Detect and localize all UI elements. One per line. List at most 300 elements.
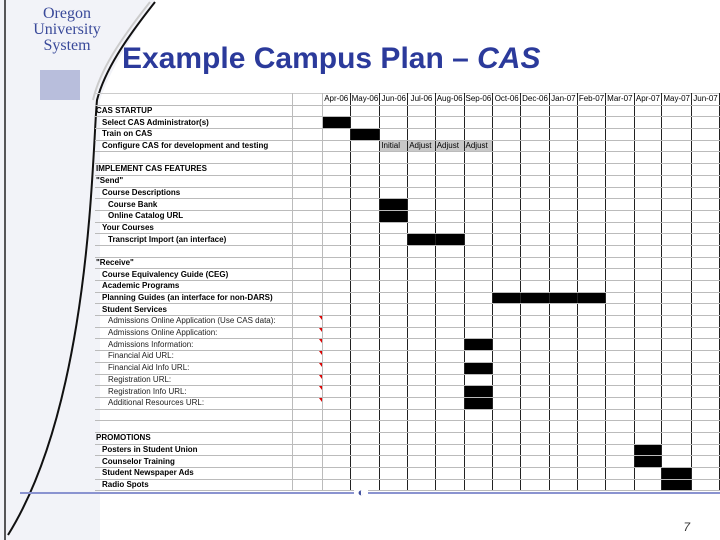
- gantt-cell: [634, 117, 662, 129]
- gantt-cell: [521, 222, 550, 234]
- gantt-cell: [606, 105, 634, 117]
- gantt-cell: [662, 456, 692, 468]
- gantt-cell: [408, 117, 436, 129]
- gantt-cell: [408, 374, 436, 386]
- gantt-bar-cell: [634, 456, 662, 468]
- gantt-cell: [464, 432, 493, 444]
- gantt-cell: [493, 222, 521, 234]
- gantt-cell: [521, 234, 550, 246]
- gantt-cell: [493, 105, 521, 117]
- gantt-cell: [549, 222, 577, 234]
- gantt-cell: [435, 245, 464, 257]
- gantt-cell: [634, 175, 662, 187]
- task-label: Registration Info URL:: [95, 386, 292, 398]
- gantt-cell: [634, 432, 662, 444]
- gantt-cell: [549, 351, 577, 363]
- gantt-cell: [322, 140, 350, 152]
- gantt-phase-cell: Initial: [380, 140, 408, 152]
- gantt-cell: [634, 468, 662, 480]
- gantt-cell: [692, 152, 720, 164]
- gantt-cell: [435, 327, 464, 339]
- gantt-cell: [435, 269, 464, 281]
- gantt-cell: [577, 281, 605, 293]
- gantt-cell: [521, 339, 550, 351]
- month-header: Jul-06: [408, 94, 436, 106]
- gantt-cell: [692, 339, 720, 351]
- gantt-cell: [549, 245, 577, 257]
- gantt-cell: [408, 316, 436, 328]
- gantt-cell: [350, 374, 380, 386]
- table-row: [95, 105, 720, 117]
- gantt-cell: [577, 164, 605, 176]
- gantt-cell: [577, 432, 605, 444]
- gantt-cell: [408, 245, 436, 257]
- gantt-cell: [464, 152, 493, 164]
- gantt-cell: [521, 140, 550, 152]
- gantt-cell: [549, 468, 577, 480]
- gantt-bar-cell: [549, 292, 577, 304]
- month-header: Jan-07: [551, 94, 576, 104]
- gantt-bar-cell: [634, 444, 662, 456]
- gantt-cell: [493, 316, 521, 328]
- gantt-cell: [380, 432, 408, 444]
- gantt-cell: [322, 281, 350, 293]
- gantt-cell: [380, 234, 408, 246]
- task-label: [95, 152, 292, 164]
- gantt-cell: [493, 117, 521, 129]
- gantt-cell: [380, 374, 408, 386]
- gantt-cell: [350, 140, 380, 152]
- table-row: [95, 479, 720, 491]
- gantt-cell: [692, 397, 720, 409]
- gantt-cell: [577, 129, 605, 141]
- task-label: Course Bank: [95, 199, 292, 211]
- gantt-cell: [322, 245, 350, 257]
- gantt-cell: [380, 397, 408, 409]
- table-row: [95, 468, 720, 480]
- gantt-cell: [408, 129, 436, 141]
- gantt-cell: [435, 187, 464, 199]
- gantt-cell: [322, 222, 350, 234]
- task-label: Configure CAS for development and testing: [95, 140, 292, 152]
- table-row: [95, 187, 720, 199]
- gantt-cell: [577, 175, 605, 187]
- gantt-cell: [634, 281, 662, 293]
- gantt-cell: [662, 269, 692, 281]
- gantt-cell: [464, 468, 493, 480]
- gantt-cell: [464, 351, 493, 363]
- gantt-cell: [521, 351, 550, 363]
- gantt-cell: [380, 152, 408, 164]
- gantt-cell: [662, 432, 692, 444]
- gantt-cell: [577, 397, 605, 409]
- gantt-cell: [662, 199, 692, 211]
- gap-cell: [292, 199, 322, 211]
- gantt-cell: [322, 316, 350, 328]
- gantt-cell: [577, 187, 605, 199]
- task-label: IMPLEMENT CAS FEATURES: [95, 164, 292, 176]
- gantt-bar-cell: [464, 397, 493, 409]
- table-row: [95, 281, 720, 293]
- month-header: Feb-07: [578, 94, 605, 104]
- gap-cell: [292, 409, 322, 421]
- month-header: Dec-06: [522, 94, 548, 104]
- gantt-cell: [493, 257, 521, 269]
- month-header: May-06: [351, 94, 379, 104]
- gantt-cell: [692, 234, 720, 246]
- gantt-cell: [634, 140, 662, 152]
- gantt-cell: [493, 327, 521, 339]
- gantt-cell: [692, 245, 720, 257]
- month-header: Apr-07: [635, 94, 660, 104]
- gantt-cell: [435, 164, 464, 176]
- gantt-cell: [662, 351, 692, 363]
- page-number: 7: [683, 520, 690, 534]
- gantt-cell: [549, 105, 577, 117]
- gantt-cell: [464, 129, 493, 141]
- gantt-cell: [521, 281, 550, 293]
- gantt-bar-cell: [464, 362, 493, 374]
- gantt-cell: [692, 117, 720, 129]
- gantt-cell: [692, 432, 720, 444]
- gantt-cell: [464, 444, 493, 456]
- gantt-cell: [380, 327, 408, 339]
- gantt-cell: [521, 187, 550, 199]
- table-row: [95, 210, 720, 222]
- task-label: Course Equivalency Guide (CEG): [95, 269, 292, 281]
- gantt-cell: [634, 421, 662, 433]
- gantt-cell: [606, 164, 634, 176]
- gantt-cell: [521, 164, 550, 176]
- gap-cell: [292, 129, 322, 141]
- gantt-cell: [435, 468, 464, 480]
- month-header: Apr-06: [324, 94, 349, 104]
- gantt-cell: [634, 316, 662, 328]
- table-row: [95, 374, 720, 386]
- gantt-cell: [606, 362, 634, 374]
- gantt-cell: [662, 105, 692, 117]
- gantt-bar-cell: [350, 129, 380, 141]
- gantt-cell: [606, 397, 634, 409]
- gap-cell: [292, 281, 322, 293]
- gantt-cell: [577, 117, 605, 129]
- gantt-cell: [464, 316, 493, 328]
- gantt-cell: [322, 374, 350, 386]
- gantt-cell: [634, 362, 662, 374]
- gantt-cell: [549, 187, 577, 199]
- task-label: "Receive": [95, 257, 292, 269]
- gantt-cell: [577, 316, 605, 328]
- gap-cell: [292, 117, 322, 129]
- gantt-cell: [662, 152, 692, 164]
- gantt-cell: [493, 269, 521, 281]
- gantt-cell: [692, 222, 720, 234]
- gantt-cell: [435, 117, 464, 129]
- gantt-cell: [634, 397, 662, 409]
- gantt-cell: [634, 129, 662, 141]
- gap-cell: [292, 234, 322, 246]
- gantt-cell: [350, 351, 380, 363]
- gantt-cell: [493, 234, 521, 246]
- table-row: [95, 245, 720, 257]
- gantt-cell: [493, 468, 521, 480]
- gantt-cell: [662, 316, 692, 328]
- comment-marker-cell: [292, 362, 322, 374]
- gantt-cell: [322, 175, 350, 187]
- gantt-cell: [549, 199, 577, 211]
- gantt-cell: [380, 164, 408, 176]
- table-row: [95, 292, 720, 304]
- gantt-cell: [380, 117, 408, 129]
- gantt-cell: [408, 456, 436, 468]
- gantt-bar-cell: [521, 292, 550, 304]
- gantt-cell: [493, 386, 521, 398]
- gantt-cell: [549, 175, 577, 187]
- gantt-bar-cell: [380, 210, 408, 222]
- gantt-cell: [692, 140, 720, 152]
- gantt-cell: [408, 327, 436, 339]
- gantt-cell: [549, 164, 577, 176]
- gantt-cell: [606, 316, 634, 328]
- gantt-cell: [521, 432, 550, 444]
- gantt-cell: [692, 281, 720, 293]
- gantt-cell: [521, 316, 550, 328]
- task-label: PROMOTIONS: [95, 432, 292, 444]
- gantt-cell: [493, 199, 521, 211]
- table-row: [95, 386, 720, 398]
- gantt-cell: [577, 339, 605, 351]
- gantt-cell: [606, 257, 634, 269]
- gantt-cell: [380, 339, 408, 351]
- gantt-cell: [549, 362, 577, 374]
- table-row: [95, 456, 720, 468]
- comment-marker-cell: [292, 386, 322, 398]
- gantt-cell: [435, 386, 464, 398]
- task-label: Posters in Student Union: [95, 444, 292, 456]
- gap-cell: [292, 468, 322, 480]
- gantt-cell: [435, 105, 464, 117]
- gap-cell: [292, 292, 322, 304]
- gantt-cell: [493, 362, 521, 374]
- gantt-cell: [549, 234, 577, 246]
- gantt-cell: [606, 175, 634, 187]
- gantt-cell: [350, 199, 380, 211]
- comment-marker-cell: [292, 351, 322, 363]
- gantt-cell: [577, 105, 605, 117]
- gantt-cell: [464, 164, 493, 176]
- gantt-cell: [322, 105, 350, 117]
- gantt-cell: [521, 421, 550, 433]
- gantt-cell: [380, 105, 408, 117]
- gantt-cell: [662, 409, 692, 421]
- gantt-cell: [634, 304, 662, 316]
- gantt-cell: [692, 327, 720, 339]
- gantt-cell: [549, 281, 577, 293]
- gantt-cell: [493, 164, 521, 176]
- gantt-cell: [322, 444, 350, 456]
- gantt-cell: [493, 409, 521, 421]
- gantt-cell: [435, 199, 464, 211]
- table-row: [95, 257, 720, 269]
- gantt-cell: [577, 468, 605, 480]
- gantt-cell: [408, 187, 436, 199]
- title-italic: CAS: [477, 42, 541, 75]
- table-row: [95, 421, 720, 433]
- gantt-cell: [322, 210, 350, 222]
- gantt-cell: [408, 386, 436, 398]
- gantt-cell: [435, 479, 464, 491]
- gantt-cell: [634, 351, 662, 363]
- month-header: May-07: [663, 94, 691, 104]
- comment-marker-cell: [292, 327, 322, 339]
- gantt-cell: [521, 152, 550, 164]
- gantt-cell: [634, 327, 662, 339]
- gap-cell: [292, 175, 322, 187]
- gantt-cell: [521, 304, 550, 316]
- gantt-cell: [493, 140, 521, 152]
- gantt-cell: [549, 409, 577, 421]
- gantt-cell: [577, 152, 605, 164]
- gap-cell: [292, 245, 322, 257]
- gantt-cell: [577, 456, 605, 468]
- gantt-cell: [606, 269, 634, 281]
- gantt-cell: [549, 269, 577, 281]
- gantt-cell: [493, 456, 521, 468]
- task-label: Financial Aid URL:: [95, 351, 292, 363]
- gantt-cell: [408, 444, 436, 456]
- gantt-phase-cell: Adjust: [408, 140, 436, 152]
- gantt-cell: [493, 421, 521, 433]
- gantt-cell: [493, 152, 521, 164]
- gantt-cell: [350, 456, 380, 468]
- gantt-cell: [493, 129, 521, 141]
- gantt-cell: [493, 432, 521, 444]
- gantt-cell: [408, 281, 436, 293]
- gantt-cell: [435, 210, 464, 222]
- table-row: [95, 339, 720, 351]
- gantt-cell: [435, 129, 464, 141]
- gantt-cell: [521, 269, 550, 281]
- gantt-cell: [322, 234, 350, 246]
- gap-cell: [292, 152, 322, 164]
- gantt-cell: [350, 316, 380, 328]
- gantt-bar-cell: [662, 479, 692, 491]
- gap-cell: [292, 444, 322, 456]
- gantt-cell: [464, 292, 493, 304]
- task-label: Train on CAS: [95, 129, 292, 141]
- gantt-cell: [606, 245, 634, 257]
- gantt-cell: [662, 245, 692, 257]
- gantt-cell: [322, 327, 350, 339]
- gantt-cell: [662, 140, 692, 152]
- gantt-cell: [464, 269, 493, 281]
- gantt-cell: [662, 362, 692, 374]
- comment-marker-cell: [292, 397, 322, 409]
- slide-title: [122, 42, 540, 76]
- gantt-cell: [634, 210, 662, 222]
- gantt-cell: [350, 281, 380, 293]
- gantt-cell: [606, 199, 634, 211]
- gantt-cell: [350, 245, 380, 257]
- gantt-cell: [549, 444, 577, 456]
- task-label: [95, 245, 292, 257]
- gantt-cell: [464, 234, 493, 246]
- gantt-cell: [606, 351, 634, 363]
- gantt-cell: [662, 175, 692, 187]
- gantt-cell: [408, 362, 436, 374]
- gantt-cell: [692, 421, 720, 433]
- gantt-cell: [521, 468, 550, 480]
- gantt-cell: [350, 117, 380, 129]
- gantt-cell: [464, 175, 493, 187]
- gantt-cell: [662, 421, 692, 433]
- gantt-cell: [606, 129, 634, 141]
- task-label: "Send": [95, 175, 292, 187]
- task-label: Transcript Import (an interface): [95, 234, 292, 246]
- gantt-cell: [692, 386, 720, 398]
- gantt-cell: [692, 468, 720, 480]
- gantt-cell: [380, 468, 408, 480]
- gantt-cell: [380, 421, 408, 433]
- task-label: [95, 421, 292, 433]
- gantt-cell: [435, 351, 464, 363]
- gantt-cell: [662, 187, 692, 199]
- task-label: Student Services: [95, 304, 292, 316]
- gantt-cell: [464, 374, 493, 386]
- gantt-cell: [521, 245, 550, 257]
- gantt-bar-cell: [380, 199, 408, 211]
- gantt-cell: [577, 421, 605, 433]
- gantt-cell: [493, 210, 521, 222]
- gantt-cell: [435, 339, 464, 351]
- gantt-cell: [350, 257, 380, 269]
- gantt-cell: [521, 210, 550, 222]
- gantt-cell: [549, 257, 577, 269]
- table-row: [95, 140, 720, 152]
- gantt-cell: [408, 304, 436, 316]
- gap-cell: [292, 479, 322, 491]
- gantt-cell: [380, 222, 408, 234]
- gantt-cell: [380, 292, 408, 304]
- footer-divider: [20, 492, 720, 494]
- table-row: [95, 164, 720, 176]
- gantt-cell: [435, 362, 464, 374]
- gantt-cell: [464, 327, 493, 339]
- gantt-cell: [322, 129, 350, 141]
- gantt-cell: [692, 316, 720, 328]
- table-row: [95, 409, 720, 421]
- gantt-cell: [549, 117, 577, 129]
- gap-cell: [292, 456, 322, 468]
- gantt-cell: [408, 292, 436, 304]
- gantt-cell: [464, 456, 493, 468]
- gantt-cell: [549, 327, 577, 339]
- gantt-cell: [493, 397, 521, 409]
- gantt-cell: [634, 245, 662, 257]
- gantt-cell: [435, 421, 464, 433]
- title-text: Example Campus Plan –: [122, 42, 478, 75]
- gantt-cell: [380, 409, 408, 421]
- gantt-cell: [521, 479, 550, 491]
- gantt-cell: [350, 362, 380, 374]
- gantt-cell: [408, 222, 436, 234]
- gantt-cell: [606, 281, 634, 293]
- gap-cell: [292, 257, 322, 269]
- gantt-cell: [322, 362, 350, 374]
- gantt-cell: [380, 479, 408, 491]
- task-label: Admissions Online Application:: [95, 327, 292, 339]
- month-header: Jun-07: [693, 94, 718, 104]
